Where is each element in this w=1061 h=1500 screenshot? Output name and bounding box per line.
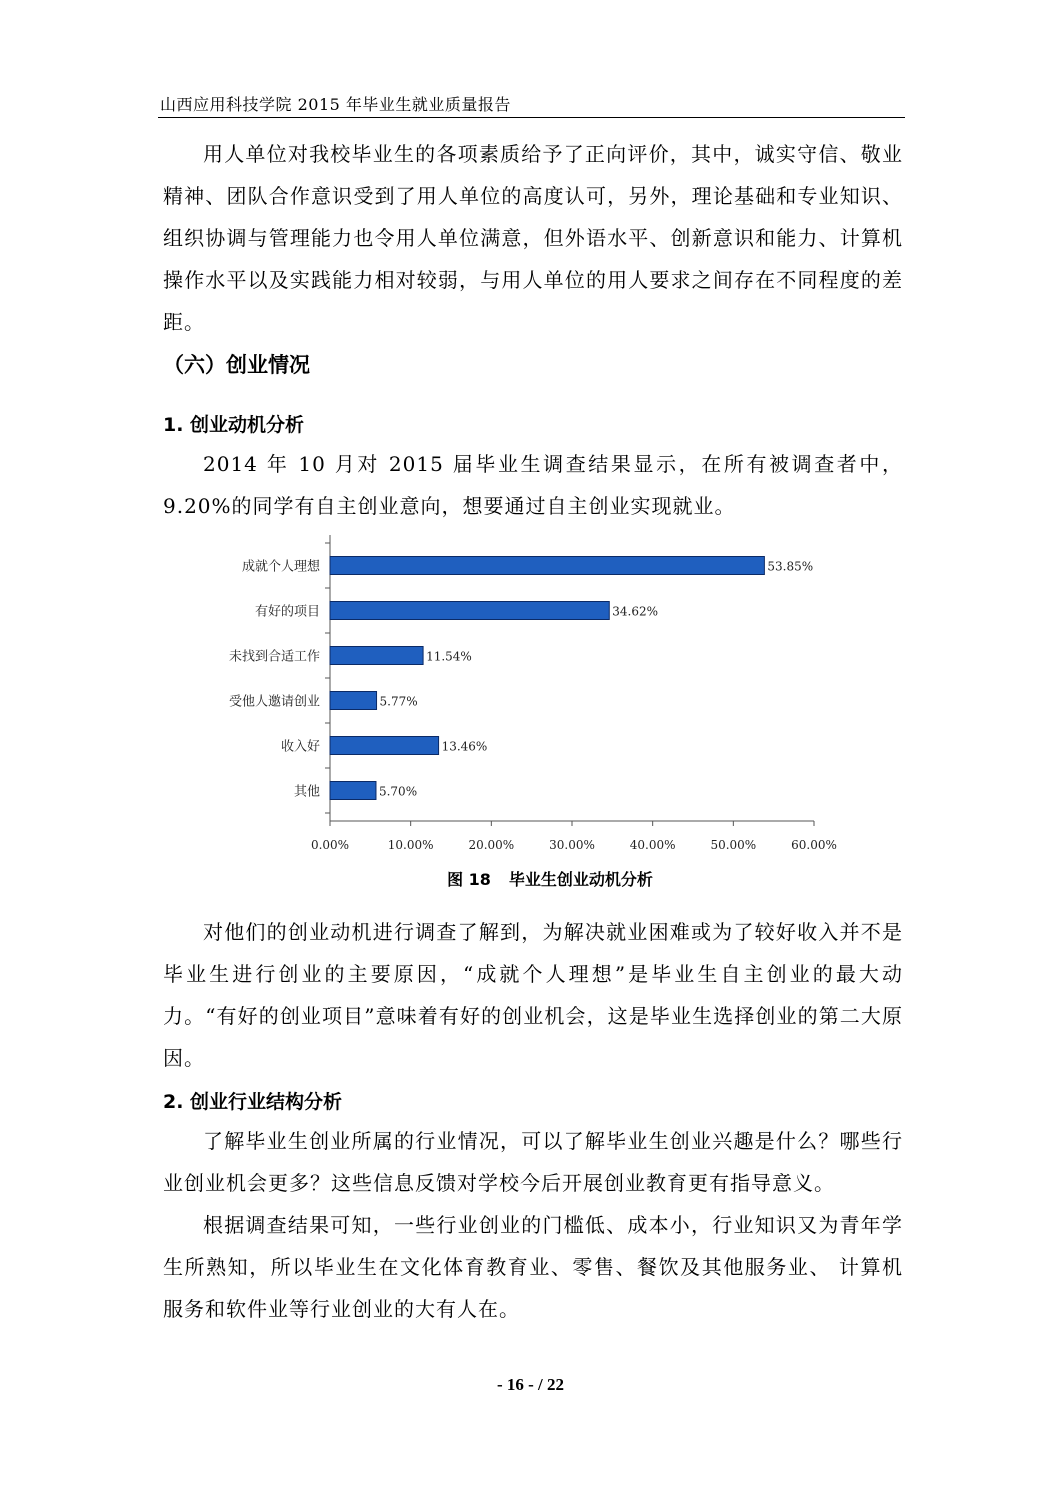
bar-4 (330, 737, 439, 755)
bar-5 (330, 782, 376, 800)
x-tick-label: 40.00% (629, 838, 676, 850)
subsection-title-industry: 2. 创业行业结构分析 (163, 1091, 343, 1113)
bar-3 (330, 692, 377, 710)
motivation-bar-chart (222, 535, 852, 850)
page-number: - 16 - / 22 (496, 1375, 565, 1394)
x-tick-label: 30.00% (549, 838, 595, 850)
paragraph-survey-result: 2014 年 10 月对 2015 届毕业生调查结果显示，在所有被调查者中，9.20%的同学有自主创业意向，想要通过自主创业实现就业。 (163, 452, 903, 518)
x-tick-label: 50.00% (710, 838, 757, 850)
value-label: 53.85% (767, 559, 814, 574)
value-label: 5.70% (378, 784, 418, 799)
value-label: 13.46% (441, 739, 488, 754)
section-title-entrepreneurship: （六）创业情况 (163, 353, 310, 377)
category-label: 受他人邀请创业 (228, 694, 320, 710)
category-label: 成就个人理想 (241, 559, 320, 575)
paragraph-industry-result: 根据调查结果可知，一些行业创业的门槛低、成本小，行业知识又为青年学生所熟知，所以毕业生在文化体育教育业、零售、餐饮及其他服务业、 计算机服务和软件业等行业创业的大有人在。 (163, 1213, 903, 1321)
value-label: 11.54% (426, 649, 472, 664)
x-tick-label: 20.00% (468, 838, 515, 850)
x-tick-label: 60.00% (791, 838, 837, 850)
category-label: 有好的项目 (254, 604, 320, 620)
header-rule (158, 117, 905, 118)
value-label: 34.62% (612, 604, 659, 619)
paragraph-industry-intro: 了解毕业生创业所属的行业情况，可以了解毕业生创业兴趣是什么？哪些行业创业机会更多？这些信息反馈对学校今后开展创业教育更有指导意义。 (163, 1129, 903, 1195)
paragraph-motivation-analysis: 对他们的创业动机进行调查了解到，为解决就业困难或为了较好收入并不是毕业生进行创业的主要原因，“成就个人理想”是毕业生自主创业的最大动力。“有好的创业项目”意味着有好的创业机会，这是毕业生选择创业的第二大原因。 (163, 920, 903, 1070)
category-label: 收入好 (280, 739, 320, 755)
bar-0 (330, 557, 764, 575)
figure-title: 毕业生创业动机分析 (508, 870, 653, 889)
x-tick-label: 0.00% (310, 838, 350, 850)
bar-1 (330, 602, 609, 620)
figure-caption (0, 867, 1061, 890)
paragraph-employer-evaluation: 用人单位对我校毕业生的各项素质给予了正向评价，其中，诚实守信、敬业精神、团队合作意识受到了用人单位的高度认可，另外，理论基础和专业知识、组织协调与管理能力也令用人单位满意，但外语水平、创新意识和能力、计算机操作水平以及实践能力相对较弱，与用人单位的用人要求之间存在不同程度的差距。 (163, 142, 903, 334)
bar-2 (330, 647, 423, 665)
category-label: 未找到合适工作 (228, 649, 320, 665)
category-label: 其他 (293, 784, 320, 800)
x-tick-label: 10.00% (387, 838, 434, 850)
page-header: 山西应用科技学院 2015 年毕业生就业质量报告 (160, 95, 511, 114)
figure-number: 图 18 (447, 870, 491, 889)
subsection-title-motivation: 1. 创业动机分析 (163, 414, 305, 436)
value-label: 5.77% (379, 694, 418, 709)
